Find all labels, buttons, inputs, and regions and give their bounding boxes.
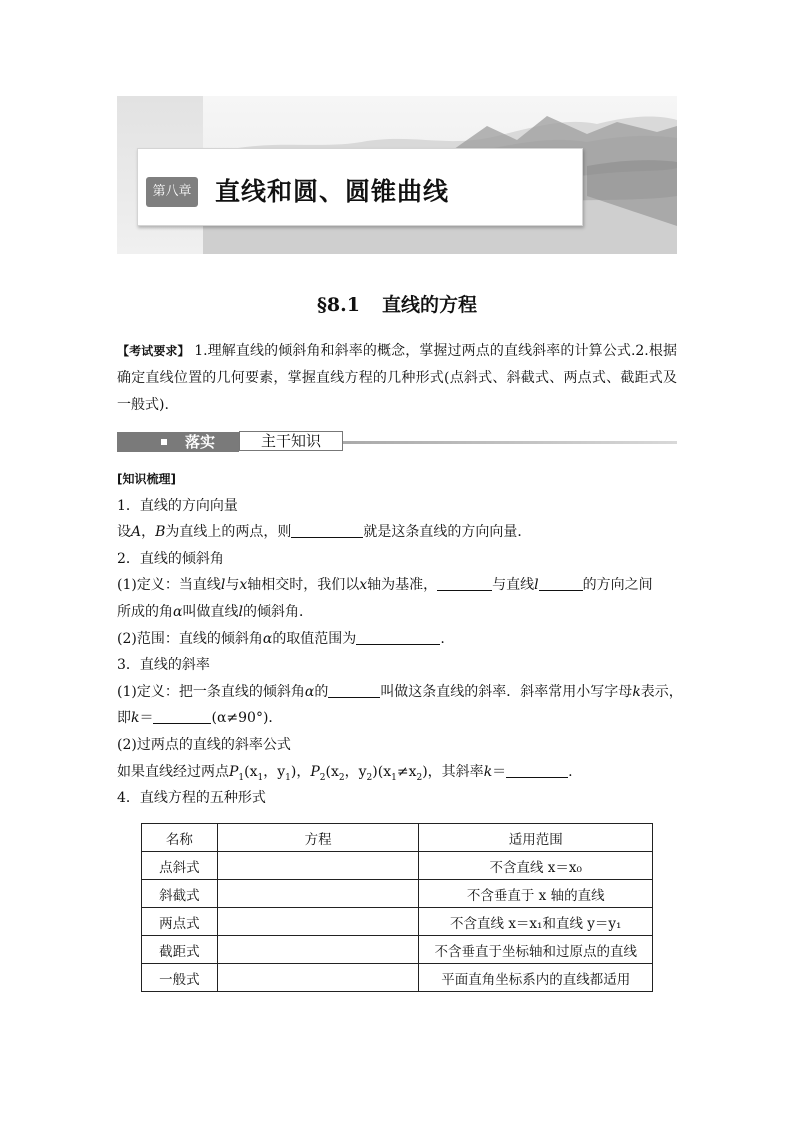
table-cell-equation [217, 880, 419, 908]
table-cell-equation [217, 852, 419, 880]
table-row [142, 880, 653, 908]
table-header: 名称 [142, 824, 218, 852]
table-row [142, 852, 653, 880]
table-header: 方程 [217, 824, 419, 852]
table-cell-scope: 平面直角坐标系内的直线都适用 [419, 964, 653, 992]
section-title [0, 290, 794, 317]
table-cell-equation [217, 964, 419, 992]
section-name: 直线的方程 [381, 294, 477, 316]
fill-blank [356, 628, 440, 645]
fill-blank [153, 707, 211, 724]
exam-requirements-tag: 【考试要求】 [117, 344, 190, 358]
table-row [142, 964, 653, 992]
exam-requirements-text: 1.理解直线的倾斜角和斜率的概念，掌握过两点的直线斜率的计算公式.2.根据确定直线位置的几何要素，掌握直线方程的几种形式(点斜式、斜截式、两点式、截距式及一般式). [117, 343, 677, 413]
paragraph-slope-formula: 即k＝ (α≠90°)． [117, 705, 677, 732]
knowledge-tag: [知识梳理] [117, 472, 176, 486]
heading-4: 4．直线方程的五种形式 [117, 790, 266, 807]
table-cell-name: 截距式 [142, 936, 218, 964]
square-bullet-icon [161, 439, 167, 445]
heading-2: 2．直线的倾斜角 [117, 550, 224, 567]
table-row [142, 908, 653, 936]
table-cell-equation [217, 936, 419, 964]
paragraph-slope-definition: (1)定义：把一条直线的倾斜角α的 叫做这条直线的斜率．斜率常用小写字母k表示， [117, 679, 677, 706]
table-cell-name: 斜截式 [142, 880, 218, 908]
paragraph-two-point-slope: 如果直线经过两点$P_1(x_1$，$y_1$)，$P_2(x_2$，$y_2)(x_1\ne x_2)$，其斜率k＝ . [117, 759, 677, 786]
chapter-badge: 第八章 [146, 177, 198, 207]
paragraph-angle-definition: (1)定义：当直线l与x轴相交时，我们以x轴为基准， 与直线l 的方向之间 [117, 572, 677, 599]
heading-1: 1．直线的方向向量 [117, 497, 238, 514]
paragraph-two-point-slope-title: (2)过两点的直线的斜率公式 [117, 736, 291, 753]
table-header-row [142, 824, 653, 852]
table-cell-equation [217, 908, 419, 936]
table-header: 适用范围 [419, 824, 653, 852]
table-cell-scope: 不含直线 x＝x₁和直线 y＝y₁ [419, 908, 653, 936]
fill-blank [539, 574, 583, 591]
paragraph-direction-vector: 设A，B为直线上的两点，则 就是这条直线的方向向量． [117, 519, 677, 546]
paragraph-angle-range: (2)范围：直线的倾斜角α的取值范围为 . [117, 626, 677, 653]
table-row [142, 936, 653, 964]
fill-blank [506, 761, 568, 778]
table-cell-scope: 不含直线 x＝x₀ [419, 852, 653, 880]
paragraph-angle-definition-cont: 所成的角α叫做直线l的倾斜角． [117, 603, 313, 620]
fill-blank [291, 521, 363, 538]
bar-dark-label [117, 432, 239, 452]
fill-blank [328, 681, 380, 698]
table-cell-scope: 不含垂直于坐标轴和过原点的直线 [419, 936, 653, 964]
table-cell-name: 点斜式 [142, 852, 218, 880]
exam-requirements [117, 338, 677, 419]
bar-dark-text: 落实 [185, 433, 216, 451]
chapter-title: 直线和圆、圆锥曲线 [215, 177, 450, 206]
heading-3: 3．直线的斜率 [117, 657, 210, 674]
knowledge-section [117, 466, 683, 812]
section-number: §8.1 [316, 294, 360, 316]
bar-light-label: 主干知识 [239, 431, 343, 451]
fill-blank [437, 574, 492, 591]
table-cell-name: 两点式 [142, 908, 218, 936]
table-cell-scope: 不含垂直于 x 轴的直线 [419, 880, 653, 908]
table-cell-name: 一般式 [142, 964, 218, 992]
section-bar [117, 430, 677, 454]
line-equation-forms-table [141, 823, 653, 992]
